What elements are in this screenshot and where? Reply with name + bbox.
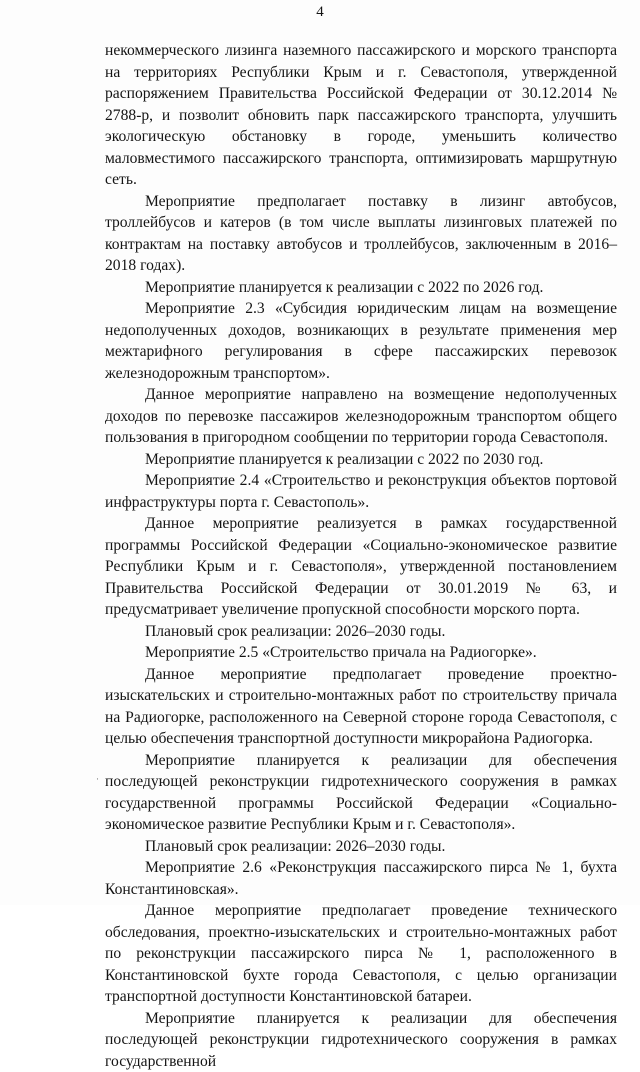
paragraph: Данное мероприятие направлено на возмещение недополученных доходов по перевозке пассажиров железнодорожным транспортом общего пользования в пригородном сообщении по территории города Севастополя. <box>105 384 617 449</box>
paragraph: Мероприятие планируется к реализации с 2022 по 2030 год. <box>105 449 617 471</box>
document-body <box>105 40 617 1072</box>
paragraph: Данное мероприятие предполагает проведение технического обследования, проектно-изыскательских и строительно-монтажных работ по реконструкции пассажирского пирса № 1, расположенного в Константиновской бухте города Севастополя, с целью организации транспортной доступности Константиновской батареи. <box>105 900 617 1008</box>
paragraph: Плановый срок реализации: 2026–2030 годы. <box>105 621 617 643</box>
paragraph: Мероприятие планируется к реализации с 2022 по 2026 год. <box>105 277 617 299</box>
paragraph: Данное мероприятие предполагает проведение проектно-изыскательских и строительно-монтажных работ по строительству причала на Радиогорке, расположенного на Северной стороне города Севастополя, с целью обеспечения транспортной доступности микрорайона Радиогорка. <box>105 664 617 750</box>
paragraph: Мероприятие 2.6 «Реконструкция пассажирского пирса № 1, бухта Константиновская». <box>105 857 617 900</box>
page-number: 4 <box>0 3 640 21</box>
paragraph: Мероприятие предполагает поставку в лизинг автобусов, троллейбусов и катеров (в том числе выплаты лизинговых платежей по контрактам на поставку автобусов и троллейбусов, заключенным в 2016–2018 годах). <box>105 191 617 277</box>
paragraph: Мероприятие 2.3 «Субсидия юридическим лицам на возмещение недополученных доходов, возникающих в результате применения мер межтарифного регулирования в сфере пассажирских перевозок железнодорожным транспортом». <box>105 298 617 384</box>
paragraph: Мероприятие 2.5 «Строительство причала на Радиогорке». <box>105 642 617 664</box>
paragraph: Плановый срок реализации: 2026–2030 годы. <box>105 836 617 858</box>
paragraph: некоммерческого лизинга наземного пассажирского и морского транспорта на территориях Республики Крым и г. Севастополя, утвержденной распоряжением Правительства Российской Федерации от 30.12.2014 № 2788-р, и позволит обновить парк пассажирского транспорта, улучшить экологическую обстановку в городе, уменьшить количество маловместимого пассажирского транспорта, оптимизировать маршрутную сеть. <box>105 40 617 191</box>
paragraph: Мероприятие планируется к реализации для обеспечения последующей реконструкции гидротехнического сооружения в рамках государственной программы Российской Федерации «Социально-экономическое развитие Республики Крым и г. Севастополя». <box>105 750 617 836</box>
margin-mark: · <box>96 774 100 784</box>
paragraph: Мероприятие планируется к реализации для обеспечения последующей реконструкции гидротехнического сооружения в рамках государственной <box>105 1008 617 1072</box>
paragraph: Данное мероприятие реализуется в рамках государственной программы Российской Федерации «Социально-экономическое развитие Республики Крым и г. Севастополя», утвержденной постановлением Правительства Российской Федерации от 30.01.2019 № 63, и предусматривает увеличение пропускной способности морского порта. <box>105 513 617 621</box>
paragraph: Мероприятие 2.4 «Строительство и реконструкция объектов портовой инфраструктуры порта г. Севастополь». <box>105 470 617 513</box>
